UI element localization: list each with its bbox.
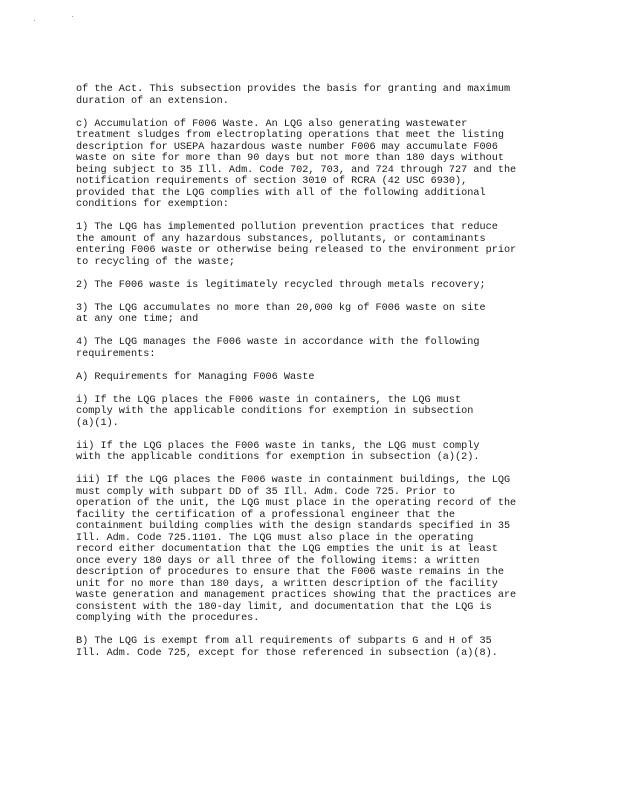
scan-specks [30, 14, 90, 24]
paragraph-i-containers: i) If the LQG places the F006 waste in containers, the LQG must comply with the applicable conditions for exemption in subsection (a)(1). [76, 394, 474, 429]
paragraph-2-metals-recovery: 2) The F006 waste is legitimately recycled through metals recovery; [76, 279, 486, 291]
paragraph-iii-containment-buildings: iii) If the LQG places the F006 waste in containment buildings, the LQG must comply with subpart DD of 35 Ill. Adm. Code 725. Prior to operation of the unit, the LQG must place in the operating record of the facility the certification of a professional engineer that the containment building complies with the design standards specified in 35 Ill. Adm. Code 725.1101. The LQG must also place in the operating record either documentation that the LQG empties the unit is at least once every 180 days or all three of the following items: a written description of procedures to ensure that the F006 waste remains in the unit for no more than 180 days, a written description of the facility waste generation and management practices showing that the practices are consistent with the 180-day limit, and documentation that the LQG is complying with the procedures. [76, 475, 517, 624]
paragraph-c-accumulation-f006: c) Accumulation of F006 Waste. An LQG also generating wastewater treatment sludges from electroplating operations that meet the listing description for USEPA hazardous waste number F006 may accumulate F006 waste on site for more than 90 days but not more than 180 days without being subject to 35 Ill. Adm. Code 702, 703, and 724 through 727 and the notification requirements of section 3010 of RCRA (42 USC 6930), provided that the LQG complies with all of the following additional conditions for exemption: [76, 118, 517, 210]
paragraph-ii-tanks: ii) If the LQG places the F006 waste in tanks, the LQG must comply with the applicable conditions for exemption in subsection (a)(2). [76, 440, 480, 463]
scan-speck [72, 16, 73, 17]
paragraph-1-pollution-prevention: 1) The LQG has implemented pollution prevention practices that reduce the amount of any hazardous substances, pollutants, or contaminants entering F006 waste or otherwise being released to the environment prior to recycling of the waste; [76, 222, 517, 268]
document-body [76, 84, 546, 671]
paragraph-b-exemption: B) The LQG is exempt from all requirements of subparts G and H of 35 Ill. Adm. Code 725, except for those referenced in subsection (a)(8). [76, 636, 498, 659]
paragraph-4-management-requirements: 4) The LQG manages the F006 waste in accordance with the following requirements: [76, 337, 480, 360]
paragraph-a-requirements-heading: A) Requirements for Managing F006 Waste [76, 371, 315, 383]
paragraph-3-accumulation-limit: 3) The LQG accumulates no more than 20,000 kg of F006 waste on site at any one time; and [76, 302, 486, 325]
paragraph-act-extension: of the Act. This subsection provides the basis for granting and maximum duration of an extension. [76, 84, 511, 107]
scan-speck [34, 20, 35, 21]
